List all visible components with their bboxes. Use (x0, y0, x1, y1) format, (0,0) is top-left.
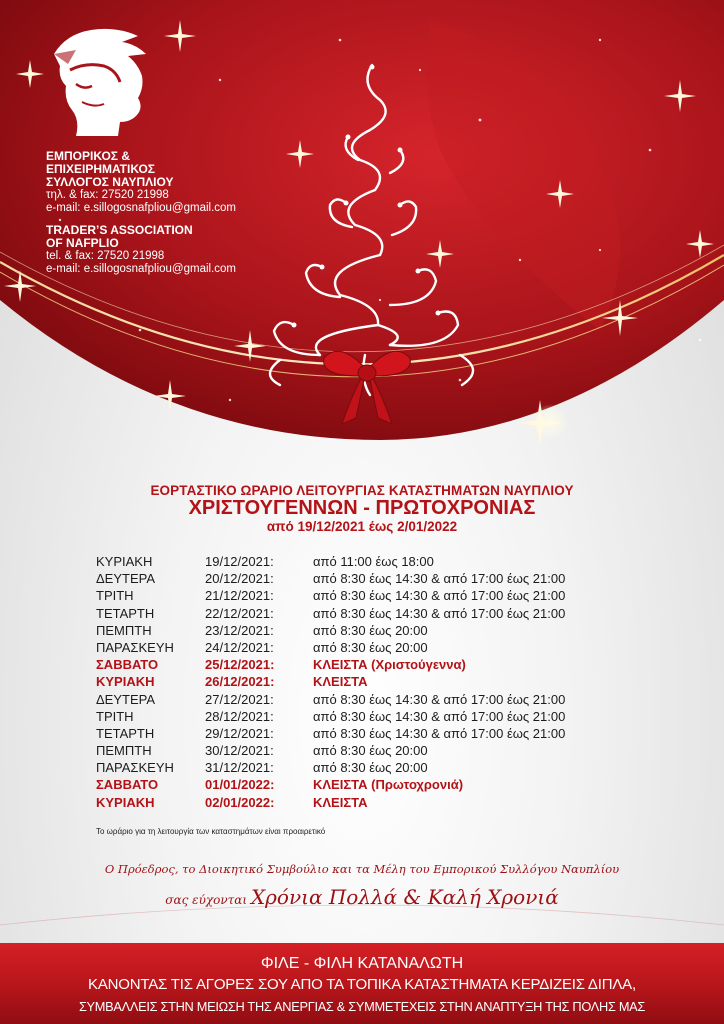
organization-info (46, 150, 236, 276)
schedule-day: ΔΕΥΤΕΡΑ (96, 691, 156, 707)
schedule-date: 22/12/2021: (205, 605, 274, 621)
footer-line-2: ΚΑΝΟΝΤΑΣ ΤΙΣ ΑΓΟΡΕΣ ΣΟΥ ΑΠΟ ΤΑ ΤΟΠΙΚΑ ΚΑΤΑΣΤΗΜΑΤΑ ΚΕΡΔΙΖΕΙΣ ΔΙΠΛΑ, (88, 976, 636, 993)
org-email-english: e-mail: e.sillogosnafpliou@gmail.com (46, 263, 237, 275)
schedule-date: 29/12/2021: (205, 725, 274, 741)
schedule-day: ΚΥΡΙΑΚΗ (96, 554, 153, 569)
schedule-day: ΤΕΤΑΡΤΗ (96, 605, 155, 621)
greeting-wish: Χρόνια Πολλά & Καλή Χρονιά (250, 885, 559, 909)
schedule-day: ΠΑΡΑΣΚΕΥΗ (96, 760, 174, 776)
footer-line-1: ΦΙΛΕ - ΦΙΛΗ ΚΑΤΑΝΑΛΩΤΗ (260, 955, 464, 972)
schedule-date: 24/12/2021: (205, 639, 274, 655)
org-phone-greek: τηλ. & fax: 27520 21998 (46, 189, 169, 201)
greeting-line-2 (0, 885, 724, 909)
org-name-greek-3: ΣΥΛΛΟΓΟΣ ΝΑΥΠΛΙΟΥ (46, 175, 174, 189)
schedule-day: ΤΡΙΤΗ (96, 588, 134, 604)
schedule-date: 26/12/2021: (205, 674, 275, 690)
schedule-hours: από 11:00 έως 18:00 (313, 554, 434, 569)
schedule-date: 19/12/2021: (205, 554, 274, 569)
greeting-line-1: Ο Πρόεδρος, το Διοικητικό Συμβούλιο και τα Μέλη του Εμπορικού Συλλόγου Ναυπλίου (104, 862, 620, 876)
optional-hours-note: Το ωράριο για τη λειτουργία των καταστημάτων είναι προαιρετικό (96, 827, 326, 836)
schedule-hours: από 8:30 έως 14:30 & από 17:00 έως 21:00 (313, 708, 566, 724)
org-name-english-1: TRADER’S ASSOCIATION (46, 223, 193, 237)
schedule-date: 01/01/2022: (205, 777, 275, 793)
schedule-day: ΠΕΜΠΤΗ (96, 622, 152, 638)
org-phone-english: tel. & fax: 27520 21998 (46, 250, 165, 262)
schedule-date: 23/12/2021: (205, 622, 274, 638)
heading-date-range: από 19/12/2021 έως 2/01/2022 (266, 519, 458, 534)
schedule-hours: από 8:30 έως 14:30 & από 17:00 έως 21:00 (313, 588, 566, 604)
schedule-hours: από 8:30 έως 20:00 (313, 760, 428, 776)
schedule-day: ΣΑΒΒΑΤΟ (96, 657, 159, 673)
schedule-hours: από 8:30 έως 14:30 & από 17:00 έως 21:00 (313, 725, 566, 741)
schedule-date: 27/12/2021: (205, 691, 274, 707)
schedule-day: ΤΕΤΑΡΤΗ (96, 725, 155, 741)
schedule-hours: ΚΛΕΙΣΤΑ (313, 794, 368, 810)
schedule-hours: από 8:30 έως 14:30 & από 17:00 έως 21:00 (313, 605, 566, 621)
schedule-day: ΠΑΡΑΣΚΕΥΗ (96, 639, 174, 655)
heading-line-2: ΧΡΙΣΤΟΥΓΕΝΝΩΝ - ΠΡΩΤΟΧΡΟΝΙΑΣ (188, 497, 536, 519)
schedule-day: ΚΥΡΙΑΚΗ (96, 674, 155, 690)
org-name-greek-2: ΕΠΙΧΕΙΡΗΜΑΤΙΚΟΣ (46, 162, 155, 176)
org-email-greek: e-mail: e.sillogosnafpliou@gmail.com (46, 202, 237, 214)
schedule-hours: από 8:30 έως 20:00 (313, 639, 428, 655)
schedule-hours: ΚΛΕΙΣΤΑ (Χριστούγεννα) (313, 657, 466, 673)
schedule-date: 20/12/2021: (205, 571, 274, 587)
schedule-hours: από 8:30 έως 20:00 (313, 622, 428, 638)
schedule-hours: από 8:30 έως 14:30 & από 17:00 έως 21:00 (313, 571, 566, 587)
footer-line-3: ΣΥΜΒΑΛΛΕΙΣ ΣΤΗΝ ΜΕΙΩΣΗ ΤΗΣ ΑΝΕΡΓΙΑΣ & ΣΥΜΜΕΤΕΧΕΙΣ ΣΤΗΝ ΑΝΑΠΤΥΞΗ ΤΗΣ ΠΟΛΗΣ ΜΑΣ (78, 999, 646, 1014)
schedule-day: ΚΥΡΙΑΚΗ (96, 794, 155, 810)
heading-line-1: ΕΟΡΤΑΣΤΙΚΟ ΩΡΑΡΙΟ ΛΕΙΤΟΥΡΓΙΑΣ ΚΑΤΑΣΤΗΜΑΤΩΝ ΝΑΥΠΛΙΟΥ (150, 483, 574, 498)
schedule-day: ΤΡΙΤΗ (96, 708, 134, 724)
schedule-hours: από 8:30 έως 20:00 (313, 743, 428, 759)
schedule-date: 30/12/2021: (205, 743, 274, 759)
schedule-date: 21/12/2021: (205, 588, 274, 604)
schedule-hours: ΚΛΕΙΣΤΑ (Πρωτοχρονιά) (313, 777, 464, 793)
schedule-date: 28/12/2021: (205, 708, 274, 724)
org-name-english-2: OF NAFPLIO (46, 236, 119, 250)
schedule-day: ΣΑΒΒΑΤΟ (96, 777, 159, 793)
org-name-greek-1: ΕΜΠΟΡΙΚΟΣ & (46, 149, 130, 163)
schedule-date: 31/12/2021: (205, 760, 274, 776)
schedule-hours: από 8:30 έως 14:30 & από 17:00 έως 21:00 (313, 691, 566, 707)
greeting-prefix: σας εύχονται (165, 893, 248, 907)
schedule-day: ΠΕΜΠΤΗ (96, 743, 152, 759)
schedule-date: 02/01/2022: (205, 794, 275, 810)
schedule-hours: ΚΛΕΙΣΤΑ (313, 674, 368, 690)
schedule-date: 25/12/2021: (205, 657, 275, 673)
schedule-day: ΔΕΥΤΕΡΑ (96, 571, 156, 587)
